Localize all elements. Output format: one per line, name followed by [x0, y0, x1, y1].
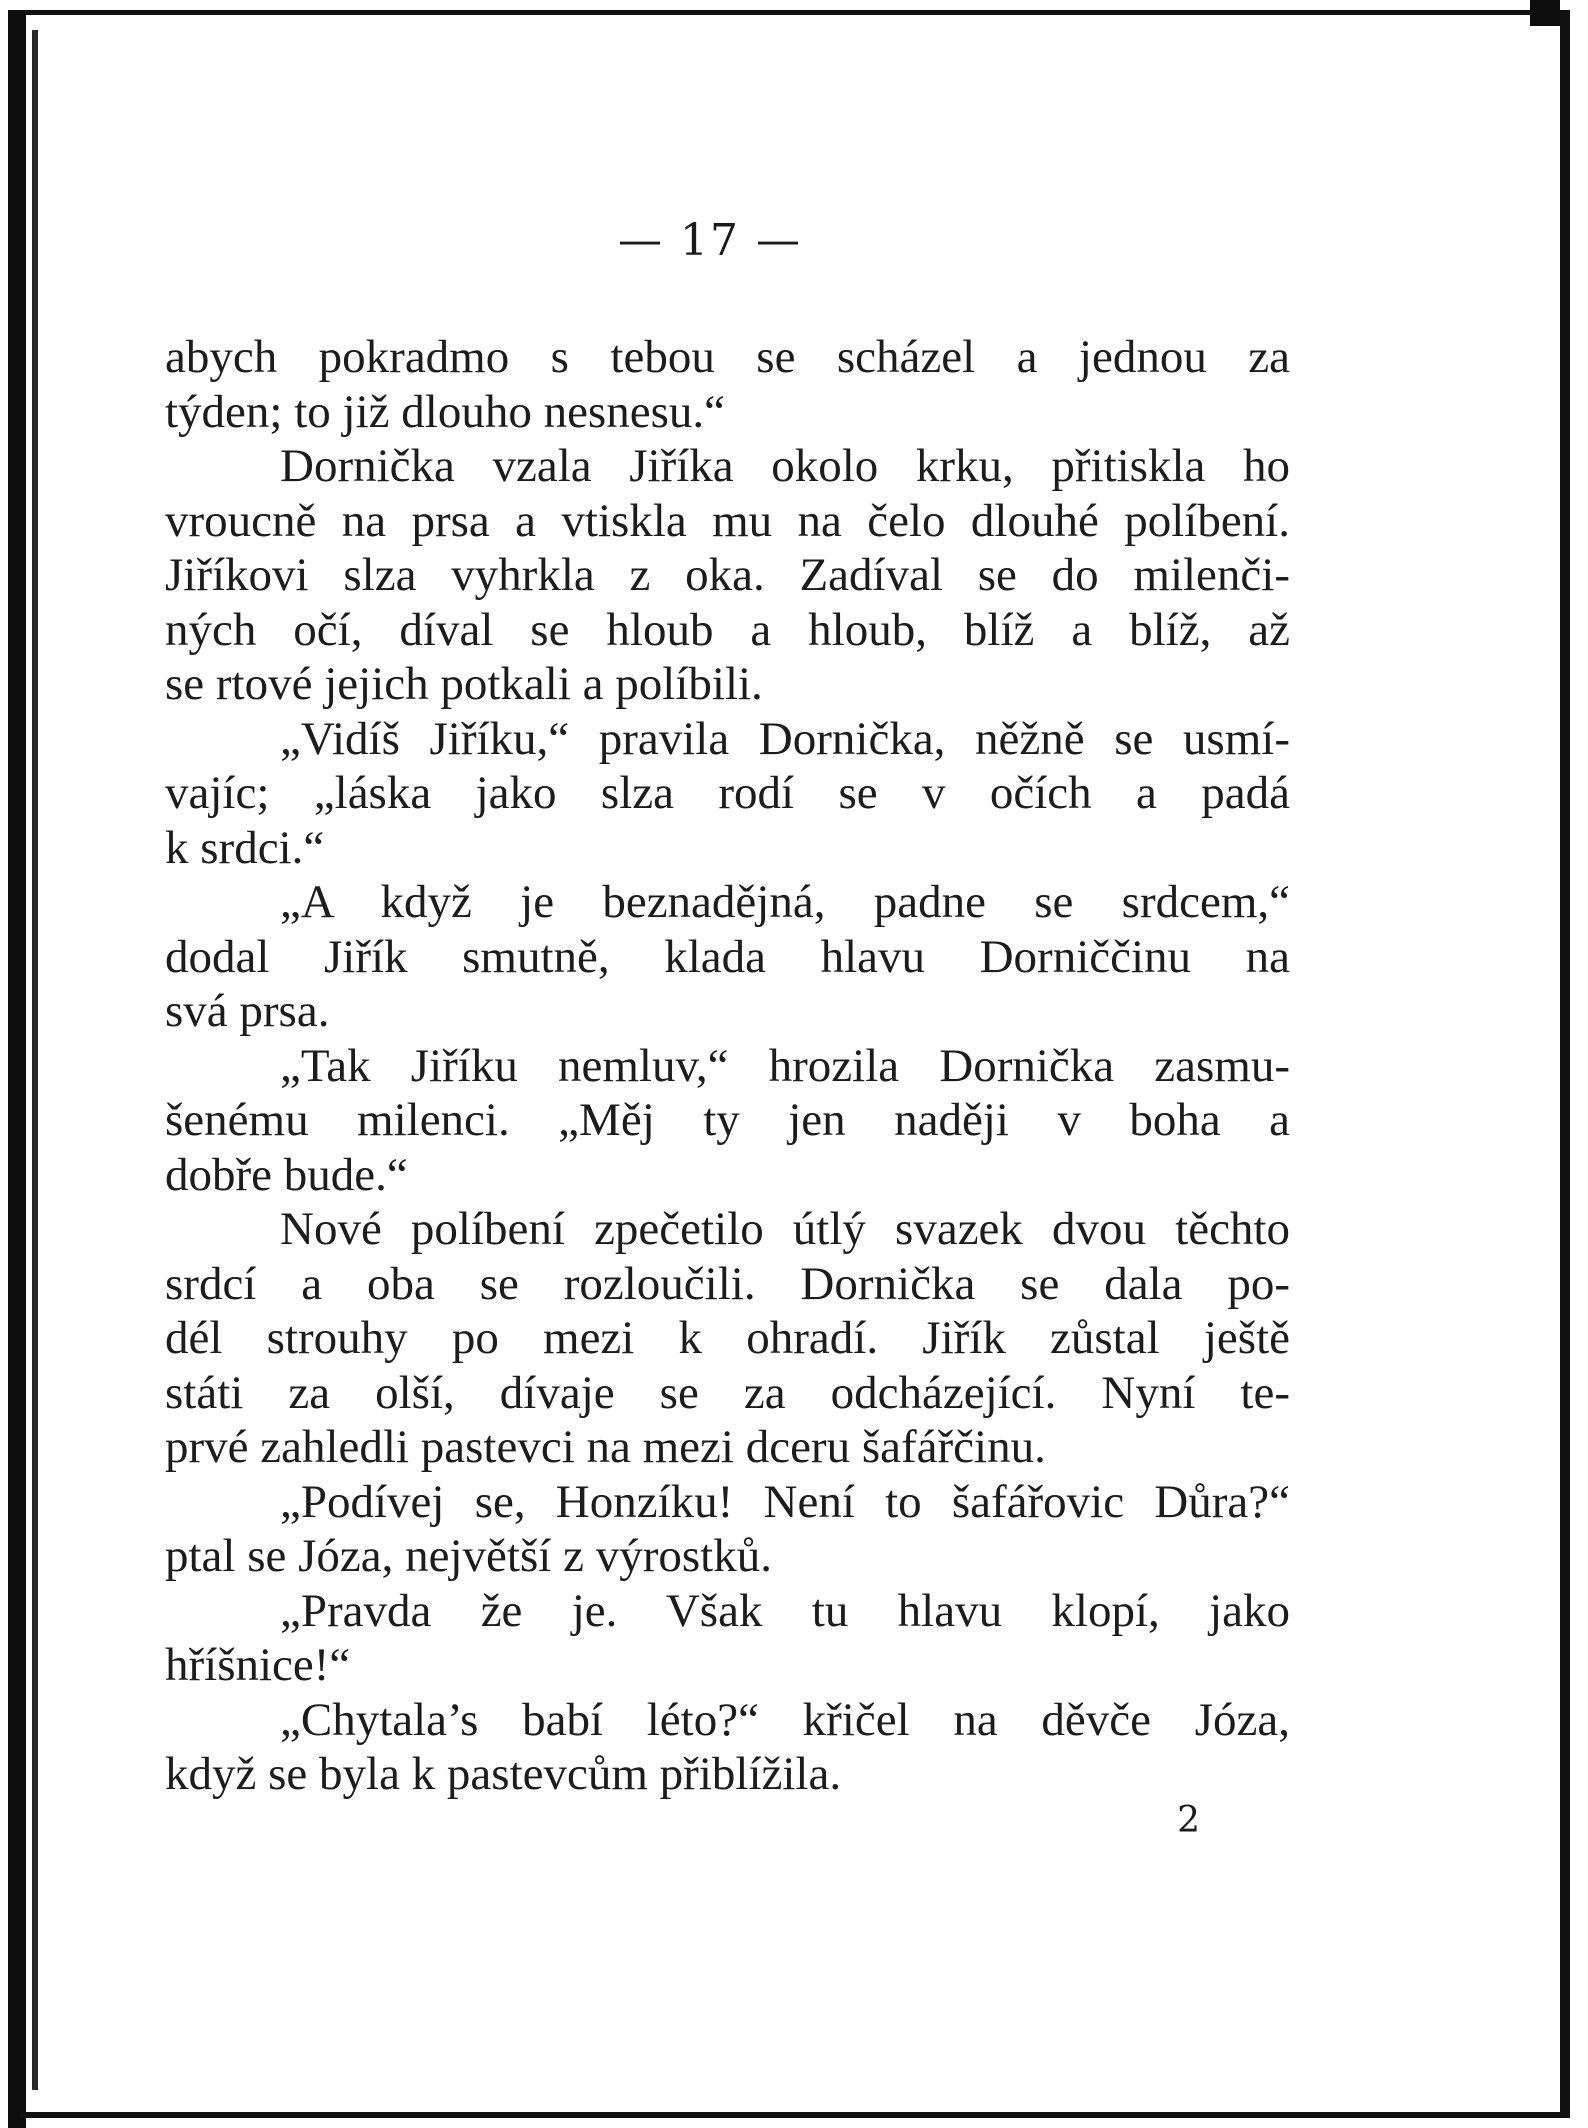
text-line: se rtové jejich potkali a políbili.	[165, 658, 763, 710]
scan-edge-left-inner	[32, 30, 38, 2090]
text-line: Dornička vzala Jiříka okolo krku, přitiskla ho	[280, 440, 1290, 492]
text-line: srdcí a oba se rozloučili. Dornička se dala po-	[165, 1257, 1290, 1310]
text-line: státi za olší, dívaje se za odcházející. Nyní te-	[165, 1366, 1290, 1419]
text-line: prvé zahledli pastevci na mezi dceru šafářčinu.	[165, 1421, 1046, 1473]
text-line: Jiříkovi slza vyhrkla z oka. Zadíval se do milenči-	[165, 549, 1290, 601]
scan-edge-bottom	[20, 2112, 1570, 2118]
text-line: „A když je beznadějná, padne se srdcem,“	[280, 876, 1290, 928]
text-line: hříšnice!“	[165, 1639, 351, 1691]
text-line: šenému milenci. „Měj ty jen naději v boha a	[165, 1094, 1290, 1146]
scan-edge-top	[20, 10, 1570, 15]
text-line: dodal Jiřík smutně, kladа hlavu Dorniččinu na	[165, 930, 1290, 983]
text-line: „Chytala’s babí léto?“ křičel na děvče Józa,	[280, 1693, 1290, 1746]
text-line: ptal se Józa, největší z výrostků.	[165, 1530, 772, 1582]
text-line: abych pokradmo s tebou se scházel a jednou za	[165, 331, 1290, 383]
text-line: ných očí, díval se hloub a hloub, blíž a blíž, až	[165, 603, 1290, 656]
signature-mark: 2	[1177, 1800, 1200, 1841]
text-line: vajíc; „láska jako slza rodí se v očích a padá	[165, 767, 1290, 819]
text-line: Nové políbení zpečetilo útlý svazek dvou těchto	[280, 1203, 1290, 1255]
text-line: „Pravda že je. Však tu hlavu klopí, jako	[280, 1584, 1290, 1637]
text-line: „Vidíš Jiříku,“ pravila Dornička, něžně se usmí-	[280, 712, 1290, 765]
text-line: když se byla k pastevcům přiblížila.	[165, 1748, 842, 1800]
text-line: vroucně na prsa a vtiskla mu na čelo dlouhé políbení.	[165, 494, 1290, 547]
page-number: — 17 —	[618, 215, 802, 266]
text-line: týden; to již dlouho nesnesu.“	[165, 385, 725, 438]
scan-corner-mark	[1530, 0, 1560, 26]
body-text	[165, 330, 1290, 1802]
scan-edge-right	[1560, 10, 1570, 2115]
text-line: dél strouhy po mezi k ohradí. Jiřík zůstal ještě	[165, 1312, 1290, 1364]
text-line: svá prsa.	[165, 985, 330, 1037]
text-line: „Tak Jiříku nemluv,“ hrozila Dornička zasmu-	[280, 1039, 1290, 1092]
text-line: dobře bude.“	[165, 1148, 408, 1201]
scan-edge-left	[8, 10, 26, 2128]
text-line: k srdci.“	[165, 821, 325, 874]
text-line: „Podívej se, Honzíku! Není to šafářovic Důra?“	[280, 1475, 1290, 1528]
